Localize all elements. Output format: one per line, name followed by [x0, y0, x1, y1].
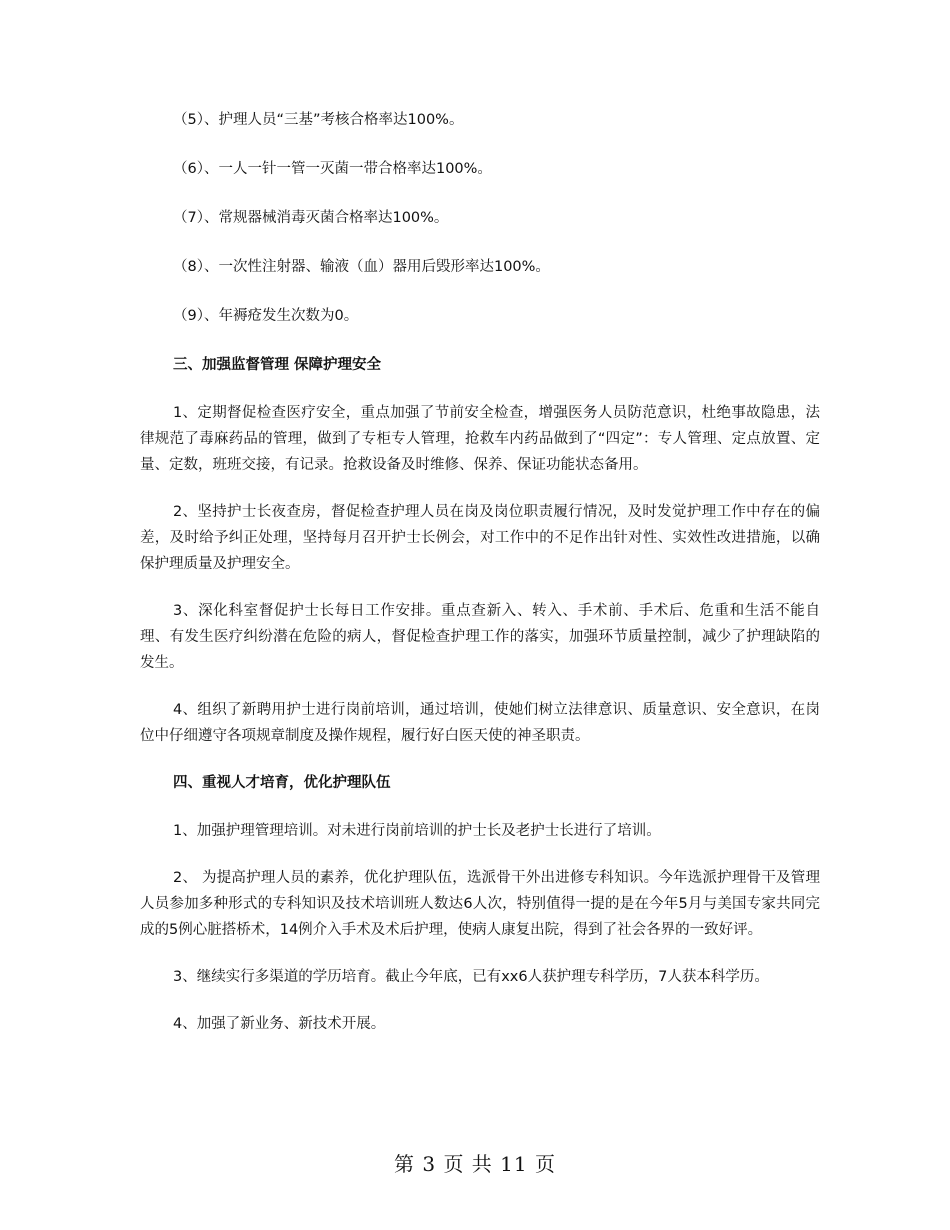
paragraph: 2、坚持护士长夜查房，督促检查护理人员在岗及岗位职责履行情况，及时发觉护理工作中存在的偏差，及时给予纠正处理，坚持每月召开护士长例会，对工作中的不足作出针对性、实效性改进措施，以确保护理质量及护理安全。 [140, 504, 820, 572]
section-heading: 三、加强监督管理 保障护理安全 [173, 357, 382, 373]
paragraph: 4、加强了新业务、新技术开展。 [173, 1016, 386, 1032]
page-number-footer: 第 3 页 共 11 页 [394, 1152, 556, 1176]
paragraph: 3、深化科室督促护士长每日工作安排。重点查新入、转入、手术前、手术后、危重和生活不能自理、有发生医疗纠纷潜在危险的病人，督促检查护理工作的落实，加强环节质量控制，减少了护理缺陷的发生。 [140, 603, 820, 671]
list-item: （7）、常规器械消毒灭菌合格率达100%。 [173, 210, 449, 226]
paragraph: 2、 为提高护理人员的素养，优化护理队伍，选派骨干外出进修专科知识。今年选派护理骨干及管理人员参加多种形式的专科知识及技术培训班人数达6人次，特别值得一提的是在今年5月与美国专家共同完成的5例心脏搭桥术，14例介入手术及术后护理，使病人康复出院，得到了社会各界的一致好评。 [140, 870, 820, 938]
paragraph: 1、定期督促检查医疗安全，重点加强了节前安全检查，增强医务人员防范意识，杜绝事故隐患，法律规范了毒麻药品的管理，做到了专柜专人管理，抢救车内药品做到了“四定”：专人管理、定点放置、定量、定数，班班交接，有记录。抢救设备及时维修、保养、保证功能状态备用。 [140, 405, 820, 473]
paragraph: 1、加强护理管理培训。对未进行岗前培训的护士长及老护士长进行了培训。 [173, 823, 661, 839]
paragraph: 4、组织了新聘用护士进行岗前培训，通过培训，使她们树立法律意识、质量意识、安全意识，在岗位中仔细遵守各项规章制度及操作规程，履行好白医天使的神圣职责。 [140, 702, 820, 744]
list-item: （8）、一次性注射器、输液（血）器用后毁形率达100%。 [173, 259, 550, 275]
section-heading: 四、重视人才培育，优化护理队伍 [173, 775, 391, 791]
document-body [140, 107, 820, 1058]
list-item: （9）、年褥疮发生次数为0。 [173, 308, 359, 324]
list-item: （6）、一人一针一管一灭菌一带合格率达100%。 [173, 161, 492, 177]
paragraph: 3、继续实行多渠道的学历培育。截止今年底，已有xx6人获护理专科学历，7人获本科学历。 [173, 969, 769, 985]
list-item: （5）、护理人员“三基”考核合格率达100%。 [173, 112, 464, 128]
